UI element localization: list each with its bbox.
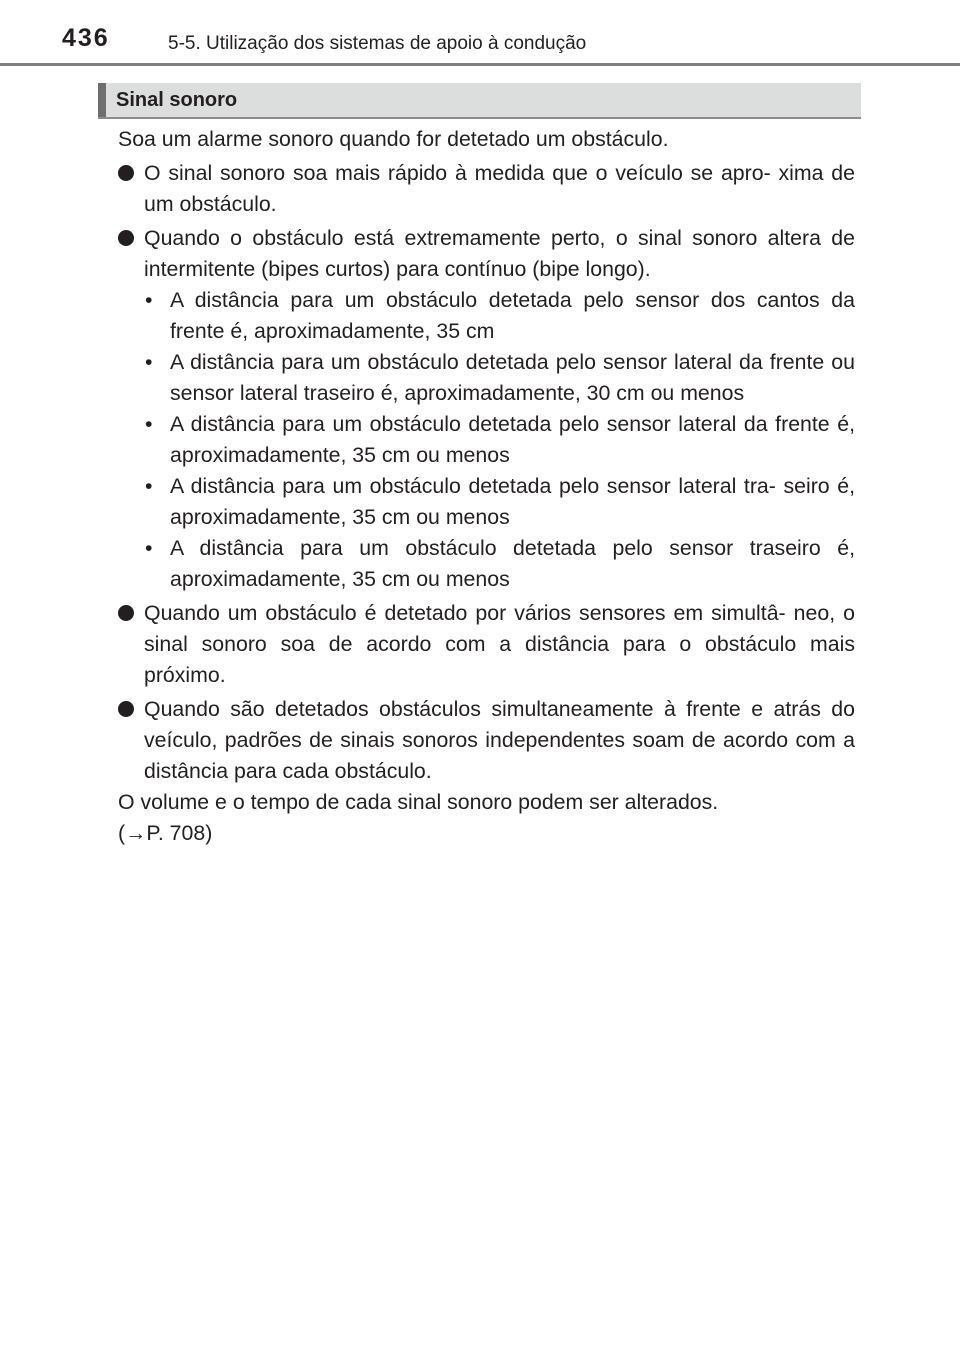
bullet-item [118,223,855,285]
sub-bullet-marker: • [145,536,153,560]
heading-accent-bar [98,83,106,117]
section-title: 5-5. Utilização dos sistemas de apoio à condução [168,33,587,54]
sub-bullet-text: A distância para um obstáculo detetada pelo sensor lateral tra- seiro é, aproximadamente, 35 cm ou menos [170,474,855,529]
bullet-text: Quando são detetados obstáculos simultaneamente à frente e atrás do veículo, padrões de sinais sonoros independentes soam de acordo com a distância para cada obstáculo. [144,697,855,783]
bullet-item [118,158,855,220]
sub-bullet-marker: • [145,474,153,498]
sub-bullet-marker: • [145,412,153,436]
sub-bullet-marker: • [145,350,153,374]
bullet-dot-icon [118,165,134,181]
sub-bullet-item [118,347,855,409]
bullet-text: Quando um obstáculo é detetado por vários sensores em simultâ- neo, o sinal sonoro soa de acordo com a distância para o obstáculo mais próximo. [144,601,855,687]
sub-bullet-marker: • [145,288,153,312]
bullet-text: O sinal sonoro soa mais rápido à medida que o veículo se apro- xima de um obstáculo. [144,161,855,216]
sub-bullet-text: A distância para um obstáculo detetada pelo sensor lateral da frente é, aproximadamente, 35 cm ou menos [170,412,855,467]
intro-paragraph: Soa um alarme sonoro quando for detetado um obstáculo. [118,127,669,151]
header-divider [0,63,960,66]
bullet-text: Quando o obstáculo está extremamente perto, o sinal sonoro altera de intermitente (bipes curtos) para contínuo (bipe longo). [144,226,855,281]
page-reference: (→P. 708) [118,821,213,845]
closing-text: O volume e o tempo de cada sinal sonoro podem ser alterados. [118,790,719,814]
sub-bullet-text: A distância para um obstáculo detetada pelo sensor dos cantos da frente é, aproximadamente, 35 cm [170,288,855,343]
bullet-dot-icon [118,605,134,621]
section-heading-box [98,83,861,119]
page-header [0,0,960,70]
body-content [118,124,855,849]
sub-bullet-text: A distância para um obstáculo detetada pelo sensor traseiro é, aproximadamente, 35 cm ou menos [170,536,855,591]
sub-bullet-item [118,533,855,595]
sub-bullet-item [118,471,855,533]
sub-bullet-item [118,409,855,471]
section-heading: Sinal sonoro [116,89,238,111]
sub-bullet-text: A distância para um obstáculo detetada pelo sensor lateral da frente ou sensor lateral traseiro é, aproximadamente, 30 cm ou menos [170,350,855,405]
bullet-item [118,694,855,787]
page-number: 436 [62,24,110,52]
sub-bullet-item [118,285,855,347]
bullet-dot-icon [118,701,134,717]
bullet-item [118,598,855,691]
bullet-dot-icon [118,230,134,246]
closing-paragraph [118,787,855,849]
